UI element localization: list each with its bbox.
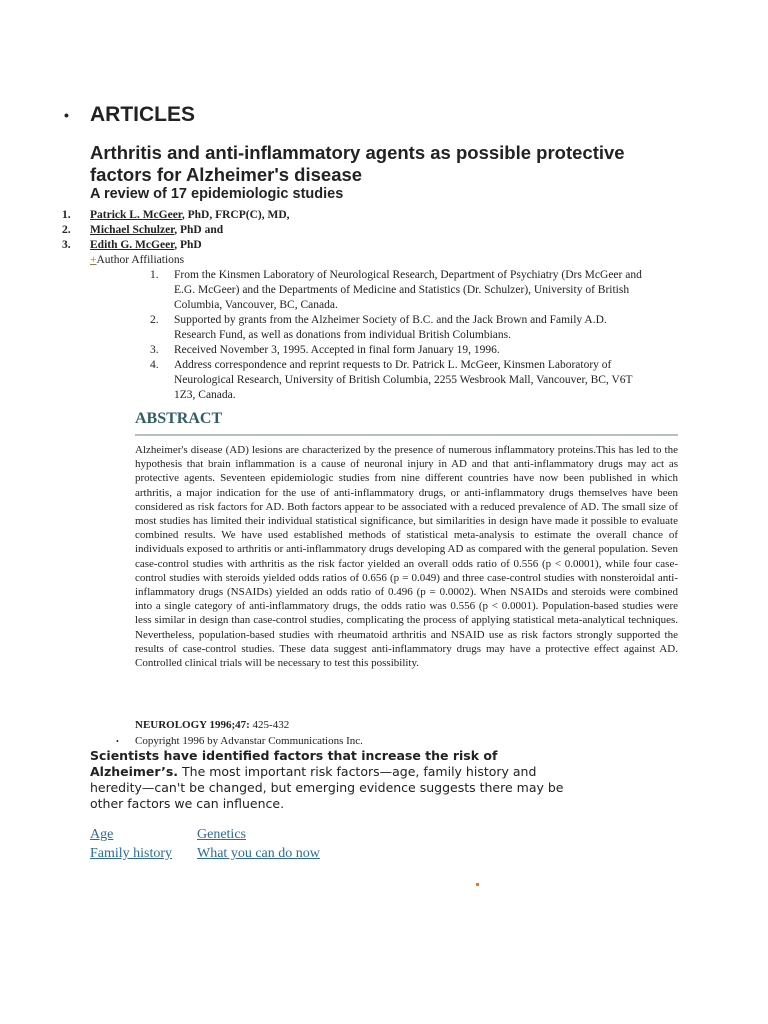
link-genetics[interactable]: Genetics (197, 827, 246, 842)
abstract-heading: ABSTRACT (135, 409, 678, 436)
affiliation-number: 1. (150, 269, 159, 281)
copyright-notice (116, 734, 363, 749)
affiliation-item (150, 343, 650, 358)
author-affiliations-toggle[interactable] (90, 253, 184, 268)
affiliation-text: Received November 3, 1995. Accepted in final form January 19, 1996. (174, 344, 500, 356)
author-number: 2. (62, 224, 71, 236)
citation-pages: 425-432 (249, 719, 290, 731)
affiliation-text: Address correspondence and reprint requests to Dr. Patrick L. McGeer, Kinsmen Laboratory of Neurological Research, University of British Columbia, 2255 Wesbrook Mall, Vancouver, BC, V6T 1Z3, Canada. (174, 359, 633, 401)
expand-plus-icon[interactable]: + (90, 254, 97, 266)
author-item (62, 223, 290, 238)
affiliation-number: 2. (150, 314, 159, 326)
affiliation-item (150, 313, 650, 343)
affiliations-list (150, 268, 650, 403)
author-degrees: , PhD (174, 239, 202, 251)
affiliation-item (150, 358, 650, 403)
author-item (62, 238, 290, 253)
journal-name: NEUROLOGY 1996;47: (135, 719, 250, 731)
intro-text: The most important risk factors—age, family history and heredity—can't be changed, but emerging evidence suggests there may be other factors we can influence. (90, 764, 564, 811)
article-subtitle: A review of 17 epidemiologic studies (90, 186, 344, 202)
intro-bold: Scientists have identified factors that increase the risk of Alzheimer’s. (90, 748, 498, 779)
orange-dot-marker (476, 883, 479, 886)
article-title: Arthritis and anti-inflammatory agents as possible protective factors for Alzheimer's disease (90, 142, 625, 185)
author-list (62, 208, 290, 253)
author-degrees: , PhD, FRCP(C), MD, (181, 209, 290, 221)
copyright-text: Copyright 1996 by Advanstar Communications Inc. (135, 735, 363, 747)
author-number: 1. (62, 209, 71, 221)
affiliation-number: 4. (150, 359, 159, 371)
author-link[interactable]: Michael Schulzer (90, 224, 175, 236)
affiliations-toggle-label: Author Affiliations (96, 254, 185, 266)
affiliation-number: 3. (150, 344, 159, 356)
link-family-history[interactable]: Family history (90, 846, 173, 861)
bullet-icon: • (116, 737, 119, 746)
author-item (62, 208, 290, 223)
author-link[interactable]: Edith G. McGeer (90, 239, 175, 251)
section-title: ARTICLES (90, 103, 195, 126)
abstract-text: Alzheimer's disease (AD) lesions are characterized by the presence of numerous inflammatory proteins.This has led to the hypothesis that brain inflammation is a cause of neuronal injury in AD and that anti-inflammatory drugs may act as protective agents. Seventeen epidemiologic studies from nine different countries have now been published in which arthritis, a major indication for the use of anti-inflammatory drugs, or anti-inflammatory drugs themselves have been considered as risk factors for AD. Both factors appear to be associated with a reduced prevalence of AD. The small size of most studies has limited their individual statistical significance, but similarities in design have made it possible to evaluate combined results. We have used established methods of statistical meta-analysis to estimate the overall chance of individuals exposed to arthritis or anti-inflammatory drugs developing AD as compared with the general population. Seven case-control studies with arthritis as the risk factor yielded an overall odds ratio of 0.556 (p < 0.0001), while four case-control studies with steroids yielded odds ratios of 0.656 (p = 0.049) and three case-control studies with nonsteroidal anti-inflammatory drugs (NSAIDs) yielded an odds ratio of 0.496 (p = 0.0002). When NSAIDs and steroids were combined into a single category of anti-inflammatory drugs, the odds ratio was 0.556 (p < 0.0001). Population-based studies were less similar in design than case-control studies, complicating the process of applying statistical meta-analytical techniques. Nevertheless, population-based studies with rheumatoid arthritis and NSAID use as risk factors strongly supported the results of case-control studies. These data suggest anti-inflammatory drugs may have a protective effect against AD. Controlled clinical trials will be necessary to test this possibility. (135, 444, 678, 670)
affiliation-text: From the Kinsmen Laboratory of Neurological Research, Department of Psychiatry (Drs McGeer and E.G. McGeer) and the Departments of Medicine and Statistics (Dr. Schulzer), University of British Columbia, Vancouver, BC, Canada. (174, 269, 642, 311)
author-number: 3. (62, 239, 71, 251)
bullet-icon: • (64, 107, 69, 124)
author-link[interactable]: Patrick L. McGeer (90, 209, 182, 221)
affiliation-item (150, 268, 650, 313)
affiliation-text: Supported by grants from the Alzheimer Society of B.C. and the Jack Brown and Family A.D. Research Fund, as well as donations from individual British Columbians. (174, 314, 607, 341)
link-what-you-can-do[interactable]: What you can do now (197, 846, 320, 861)
section-heading (64, 101, 195, 129)
risk-factors-intro (90, 748, 580, 812)
journal-citation (135, 718, 289, 732)
author-degrees: , PhD and (174, 224, 224, 236)
link-age[interactable]: Age (90, 827, 114, 842)
